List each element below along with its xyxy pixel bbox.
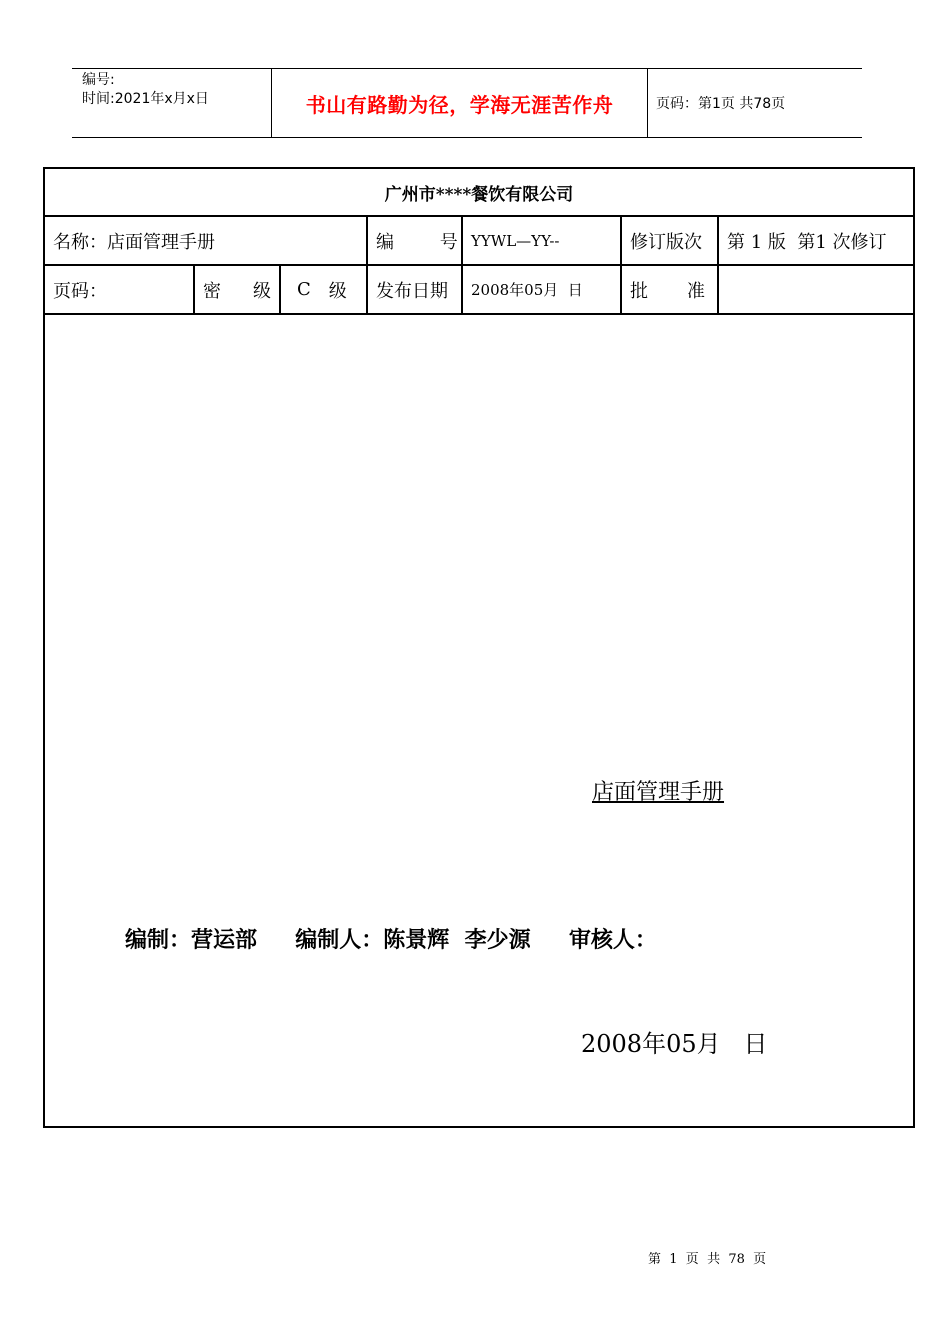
number-label: 编号:	[82, 72, 115, 88]
secret-value-cell	[281, 266, 368, 313]
info-row-1	[45, 217, 913, 266]
header-meta	[72, 69, 272, 137]
approve-label-cell	[622, 266, 719, 313]
motto: 书山有路勤为径，学海无涯苦作舟	[272, 69, 648, 137]
editors-line: 编制：营运部 编制人：陈景辉 李少源 审核人：	[125, 927, 657, 953]
page-cell	[45, 266, 195, 313]
secret-value-b: 级	[328, 280, 347, 302]
secret-value-a: C	[297, 279, 311, 300]
info-row-2	[45, 266, 913, 315]
secret-label-a: 密	[203, 280, 221, 302]
revision-value: 第 1 版 第1 次修订	[727, 231, 887, 253]
publish-value: 2008年05月 日	[471, 281, 583, 299]
document-frame	[43, 167, 915, 1128]
company-name: 广州市****餐饮有限公司	[384, 184, 574, 205]
page-label: 页码：	[53, 280, 107, 302]
time-label: 时间:2021年x月x日	[82, 91, 209, 107]
code-value-cell	[463, 217, 622, 264]
code-value: YYWL—YY--	[471, 231, 560, 250]
approve-label-b: 准	[687, 280, 705, 302]
document-date: 2008年05月 日	[581, 1030, 768, 1058]
code-label-cell	[368, 217, 463, 264]
page-header	[72, 68, 862, 138]
revision-label-cell	[622, 217, 719, 264]
publish-label: 发布日期	[376, 280, 448, 302]
revision-label: 修订版次	[630, 231, 702, 253]
publish-value-cell	[463, 266, 622, 313]
page-footer: 第 1 页 共 78 页	[648, 1252, 767, 1267]
secret-label-cell	[195, 266, 281, 313]
document-title: 店面管理手册	[592, 780, 725, 805]
name-cell	[45, 217, 368, 264]
secret-label-b: 级	[253, 280, 271, 302]
approve-value-cell	[719, 266, 913, 313]
revision-value-cell	[719, 217, 913, 264]
company-row	[45, 169, 913, 217]
approve-label-a: 批	[630, 280, 648, 302]
header-page-info: 页码：第1页 共78页	[656, 96, 786, 112]
publish-label-cell	[368, 266, 463, 313]
code-label: 编 号	[376, 231, 458, 253]
name-label: 名称：店面管理手册	[53, 231, 215, 253]
